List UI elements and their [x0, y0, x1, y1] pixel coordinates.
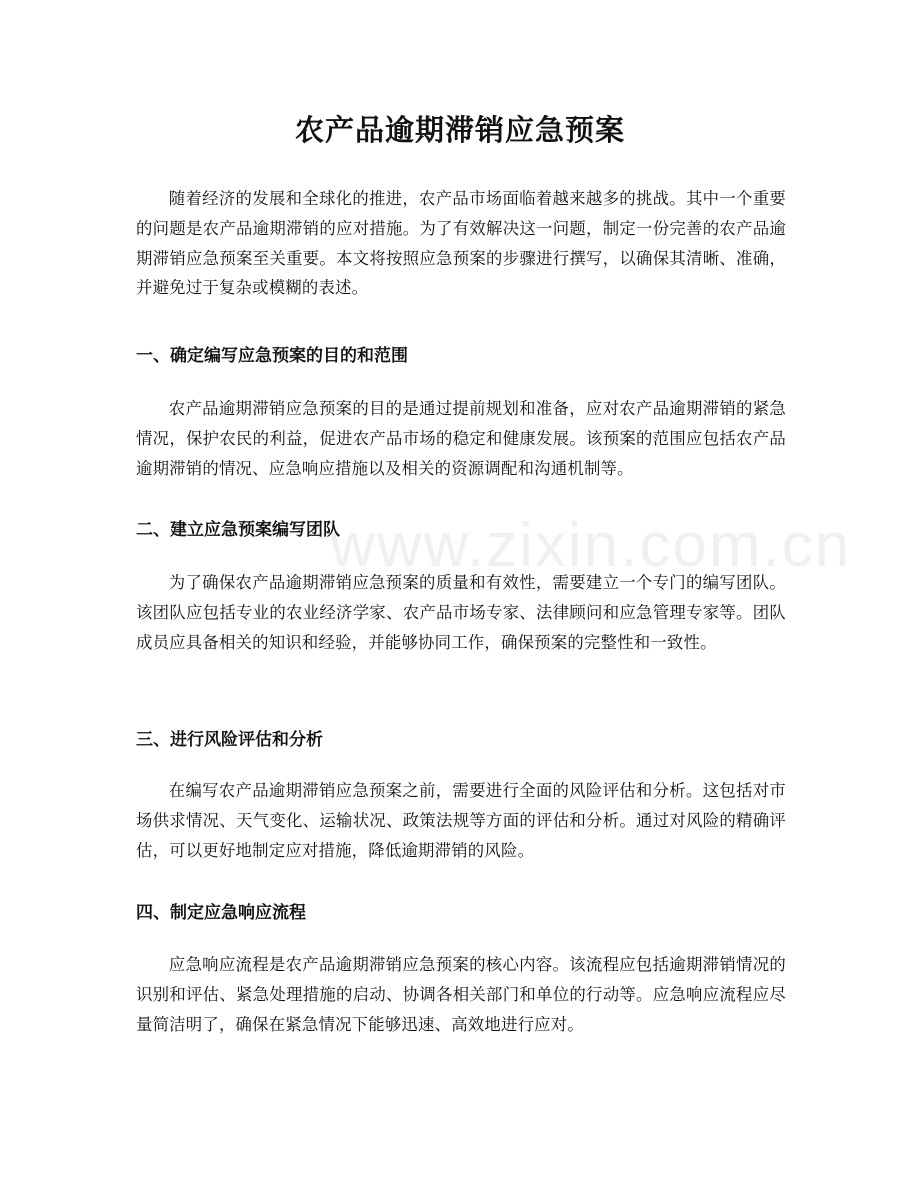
section-1-body: 农产品逾期滞销应急预案的目的是通过提前规划和准备，应对农产品逾期滞销的紧急情况，保护农民的利益，促进农产品市场的稳定和健康发展。该预案的范围应包括农产品逾期滞销的情况、应急响应措施以及相关的资源调配和沟通机制等。	[136, 399, 786, 478]
section-1-heading: 一、确定编写应急预案的目的和范围	[136, 346, 408, 366]
section-4-body: 应急响应流程是农产品逾期滞销应急预案的核心内容。该流程应包括逾期滞销情况的识别和评估、紧急处理措施的启动、协调各相关部门和单位的行动等。应急响应流程应尽量简洁明了，确保在紧急情况下能够迅速、高效地进行应对。	[136, 955, 786, 1034]
section-3-body: 在编写农产品逾期滞销应急预案之前，需要进行全面的风险评估和分析。这包括对市场供求情况、天气变化、运输状况、政策法规等方面的评估和分析。通过对风险的精确评估，可以更好地制定应对措施，降低逾期滞销的风险。	[136, 781, 786, 860]
section-4-heading: 四、制定应急响应流程	[136, 903, 306, 923]
section-2-body: 为了确保农产品逾期滞销应急预案的质量和有效性，需要建立一个专门的编写团队。该团队应包括专业的农业经济学家、农产品市场专家、法律顾问和应急管理专家等。团队成员应具备相关的知识和经验，并能够协同工作，确保预案的完整性和一致性。	[136, 573, 786, 652]
section-3-heading: 三、进行风险评估和分析	[136, 730, 323, 750]
section-2-heading: 二、建立应急预案编写团队	[136, 520, 340, 540]
document-title: 农产品逾期滞销应急预案	[294, 113, 625, 147]
watermark: www.zixin.com.cn	[330, 511, 852, 580]
intro-paragraph: 随着经济的发展和全球化的推进，农产品市场面临着越来越多的挑战。其中一个重要的问题是农产品逾期滞销的应对措施。为了有效解决这一问题，制定一份完善的农产品逾期滞销应急预案至关重要。本文将按照应急预案的步骤进行撰写，以确保其清晰、准确，并避免过于复杂或模糊的表述。	[136, 189, 786, 298]
